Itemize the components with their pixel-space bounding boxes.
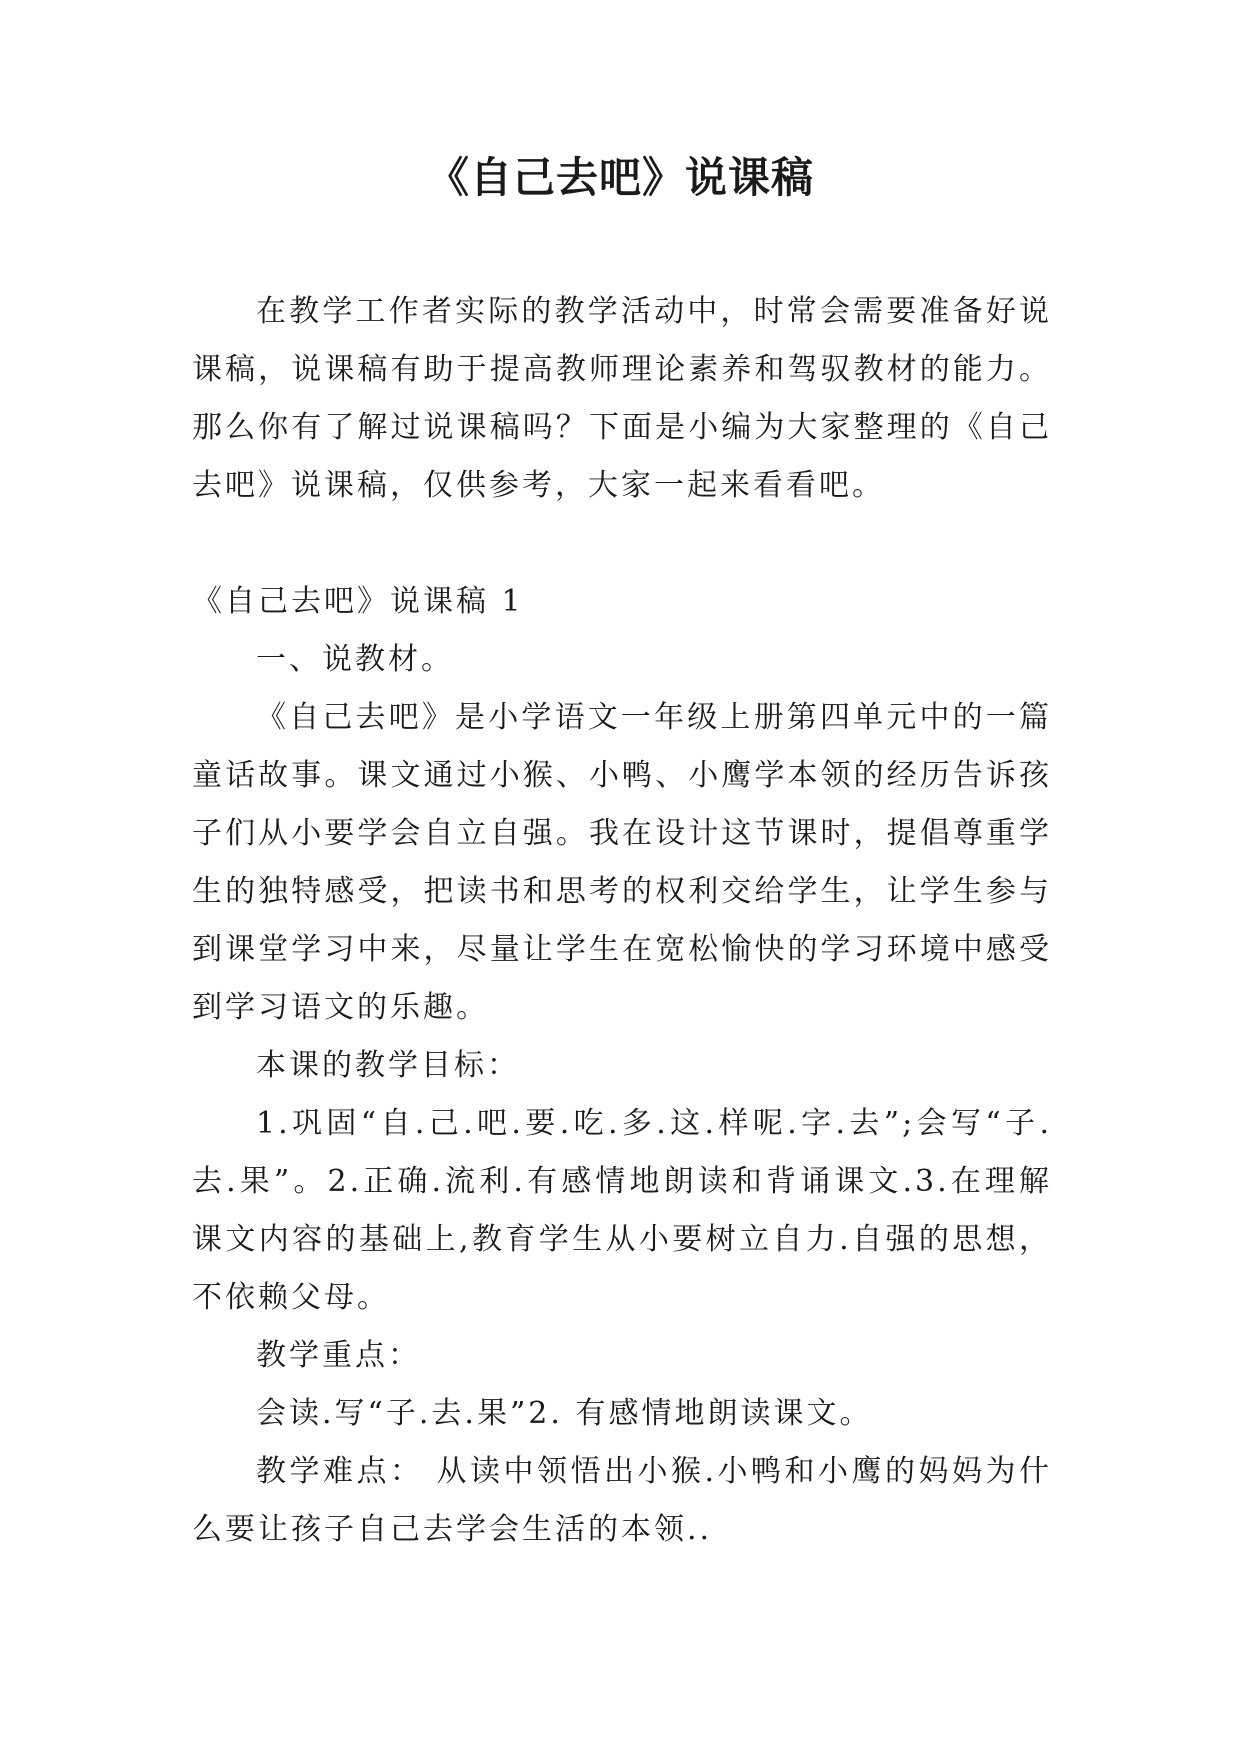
paragraph-7: 教学难点： 从读中领悟出小猴.小鸭和小鹰的妈妈为什么要让孩子自己去学会生活的本领.. [192,1454,1052,1547]
paragraph-1: 一、说教材。 [256,642,454,677]
document-title: 《自己去吧》说课稿 [426,153,814,202]
paragraph-2: 《自己去吧》是小学语文一年级上册第四单元中的一篇童话故事。课文通过小猴、小鸭、小鹰学本领的经历告诉孩子们从小要学会自立自强。我在设计这节课时，提倡尊重学生的独特感受，把读书和思考的权利交给学生，让学生参与到课堂学习中来，尽量让学生在宽松愉快的学习环境中感受到学习语文的乐趣。 [192,700,1052,1025]
intro-paragraph: 在教学工作者实际的教学活动中，时常会需要准备好说课稿，说课稿有助于提高教师理论素养和驾驭教材的能力。那么你有了解过说课稿吗？下面是小编为大家整理的《自己去吧》说课稿，仅供参考，大家一起来看看吧。 [192,294,1052,503]
paragraph-4: 1.巩固“自.己.吧.要.吃.多.这.样呢.字.去”;会写“子.去.果”。2.正确.流利.有感情地朗读和背诵课文.3.在理解课文内容的基础上,教育学生从小要树立自力.自强的思想，不依赖父母。 [192,1106,1052,1315]
paragraph-6: 会读.写“子.去.果”2. 有感情地朗读课文。 [256,1396,873,1431]
document-body [192,283,1052,1559]
section-heading: 《自己去吧》说课稿 1 [192,584,524,619]
paragraph-3: 本课的教学目标： [256,1048,520,1083]
paragraph-5: 教学重点： [256,1338,421,1373]
